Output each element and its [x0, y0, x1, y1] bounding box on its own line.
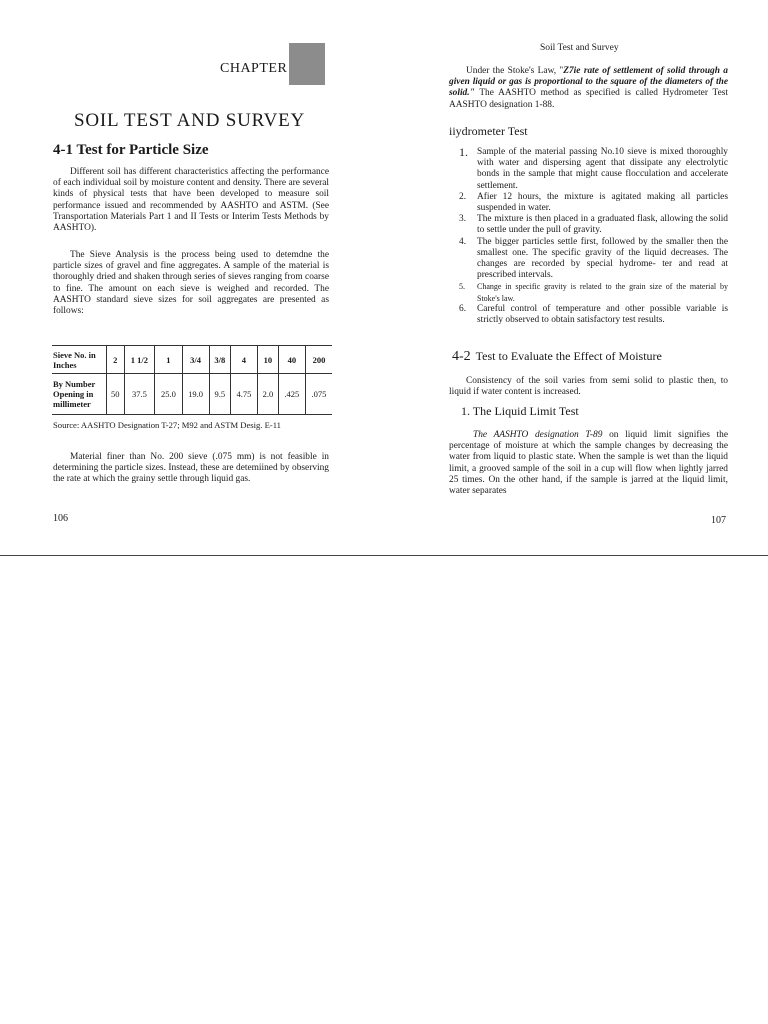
sieve-size-table: [52, 345, 332, 415]
running-head: Soil Test and Survey: [540, 43, 619, 53]
list-item: [449, 281, 728, 303]
step-text: The mixture is then placed in a graduated flask, allowing the solid to settle under the pull of gravity.: [477, 214, 728, 236]
list-item: [449, 237, 728, 282]
table-source-note: Source: AASHTO Designation T-27; M92 and ASTM Desig. E-11: [53, 420, 281, 430]
chapter-title: SOIL TEST AND SURVEY: [74, 110, 306, 131]
step-number: 5.: [459, 282, 465, 292]
row-label-sieve-no: Sieve No. in Inches: [52, 346, 107, 374]
hydrometer-steps-list: [449, 147, 728, 326]
paragraph-stokes-law: [449, 66, 728, 111]
table-cell: 200: [305, 346, 332, 374]
list-item: [449, 214, 728, 236]
liquid-limit-heading: 1. The Liquid Limit Test: [461, 404, 579, 418]
table-cell: 25.0: [155, 374, 182, 415]
step-number: 6.: [459, 303, 467, 314]
step-text: Afier 12 hours, the mixture is agitated making all particles suspended in water.: [477, 191, 728, 214]
step-text: Change in specific gravity is related to the grain size of the material by Stoke's law.: [477, 282, 728, 303]
paragraph-sieve-analysis: The Sieve Analysis is the process being used to detemdne the particle sizes of gravel and fine aggregates. A sample of the material is thoroughly dried and shaken through series of sieves ranging from coarse to fine. The amount on each sieve is weighed and recorded. The AASHTO standard sieve sizes for soil aggregates are presented as follows:: [53, 250, 329, 317]
paragraph-fine-material: Material finer than No. 200 sieve (.075 mm) is not feasible in determining the particle sizes. Instead, these are detemiined by observing the rate at which the grainy settle through liquid gas.: [53, 452, 329, 485]
section-title: Test to Evaluate the Effect of Moisture: [475, 349, 662, 363]
list-item: [449, 192, 728, 214]
table-cell: .425: [278, 374, 305, 415]
table-cell: 10: [258, 346, 279, 374]
section-heading-4-1: 4-1 Test for Particle Size: [53, 142, 209, 158]
table-cell: .075: [305, 374, 332, 415]
table-cell: 3/8: [209, 346, 230, 374]
table-cell: 2.0: [258, 374, 279, 415]
section-number: 4-2: [452, 349, 471, 364]
step-number: 1.: [459, 145, 468, 159]
hydrometer-heading: iiydrometer Test: [449, 124, 528, 138]
chapter-label: CHAPTER: [220, 61, 288, 76]
table-cell: 19.0: [182, 374, 209, 415]
table-row: [52, 374, 332, 415]
paragraph-consistency: Consistency of the soil varies from semi solid to plastic then, to liquid if water content is increased.: [449, 376, 728, 398]
step-number: 2.: [459, 191, 467, 202]
table-cell: 4: [230, 346, 257, 374]
list-item: [449, 147, 728, 192]
table-cell: 40: [278, 346, 305, 374]
page-number-left: 106: [53, 513, 68, 524]
table-cell: 3/4: [182, 346, 209, 374]
page-number-right: 107: [711, 515, 726, 526]
table-row: [52, 346, 332, 374]
table-cell: 37.5: [124, 374, 155, 415]
paragraph-liquid-limit: [449, 430, 728, 497]
step-text: Careful control of temperature and other possible variable is strictly observed to obtain satisfactory test results.: [477, 303, 728, 326]
stokes-outro: The AASHTO method as specified is called Hydrometer Test AASHTO designation 1-88.: [449, 88, 728, 110]
stokes-law-emphasis: Z7ie rate of settlement of solid through a given liquid or gas is proportional to the square of the diameters of the solid.": [449, 66, 728, 99]
table-cell: 4.75: [230, 374, 257, 415]
stokes-intro: Under the Stoke's Law, ": [466, 66, 564, 76]
list-item: [449, 304, 728, 326]
table-cell: 50: [107, 374, 125, 415]
table-cell: 2: [107, 346, 125, 374]
step-number: 3.: [459, 214, 467, 225]
table-cell: 1: [155, 346, 182, 374]
step-text: Sample of the material passing No.10 sieve is mixed thoroughly with water and dispersing agent that dissipate any electrolytic bonds in the sample that might cause flocculation and accelerate settlement.: [477, 147, 728, 191]
table-cell: 9.5: [209, 374, 230, 415]
step-number: 4.: [459, 236, 467, 247]
section-heading-4-2: [452, 349, 662, 365]
table-cell: 1 1/2: [124, 346, 155, 374]
liquid-limit-text: on liquid limit signifies the percentage of moisture at which the sample changes by decreasing the water from liquid to plastic state. When the sample is wet than the liquid limit, a grooved sample of the soil in a cup will flow when lightly jarred 25 times. On the other hand, if the sample is jarred at the liquid limit, water separates: [449, 430, 728, 497]
chapter-tab-block: [289, 43, 325, 85]
row-label-opening-mm: By Number Opening in millimeter: [52, 374, 107, 415]
paragraph-soil-characteristics: Different soil has different characteristics affecting the performance of each individual soil by moisture content and density. There are several kinds of physical tests that have been developed to measure soil performance issued and recommended by AASHTO and ASTM. (See Transportation Materials Part 1 and II Tests or Interim Tests Methods by AASHTO).: [53, 167, 329, 234]
step-text: The bigger particles settle first, followed by the smaller then the smallest one. The specific gravity of the liquid decreases. The changes are recorded by special hydrome- ter and read at prescribed intervals.: [477, 236, 728, 281]
page-bottom-divider: [0, 555, 768, 556]
aashto-designation: The AASHTO designation T-89: [473, 430, 603, 440]
left-page: [0, 0, 384, 555]
